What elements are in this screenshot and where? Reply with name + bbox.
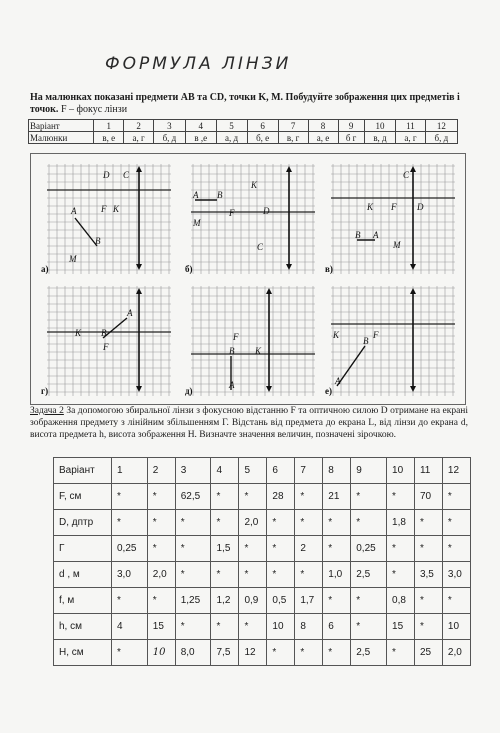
data-table-header-row (54, 458, 471, 484)
variant-figures-cell: б, е (247, 132, 278, 144)
data-table-value-cell: * (267, 640, 295, 666)
figure-point-label: B (229, 346, 235, 356)
data-table-value-cell: 4 (112, 614, 148, 640)
data-table-value-cell: 3,5 (414, 562, 442, 588)
data-table-value-cell: * (211, 510, 239, 536)
task2-statement (30, 405, 468, 441)
data-table-value-cell: 6 (323, 614, 351, 640)
figure-point-label: A (335, 376, 341, 386)
figure-point-label: A (193, 190, 199, 200)
data-table-row (54, 562, 471, 588)
variant-number-cell: 4 (186, 120, 216, 132)
data-table-value-cell: 10 (147, 640, 175, 666)
data-table-value-cell: * (112, 484, 148, 510)
data-table-value-cell: * (147, 588, 175, 614)
variant-figures-cell: а, г (124, 132, 153, 144)
variant-figures-cell: а, д (216, 132, 247, 144)
data-table-value-cell: 1,0 (323, 562, 351, 588)
variant-figures-cell: б, д (153, 132, 185, 144)
data-table-value-cell: 0,25 (112, 536, 148, 562)
data-table-value-cell: * (147, 484, 175, 510)
variants-table-variant-label: Варіант (29, 120, 94, 132)
figure-panel-label: б) (185, 264, 193, 274)
figure-point-label: D (103, 170, 110, 180)
lens-arrowhead (286, 166, 292, 172)
lens-figure-panel (183, 284, 325, 406)
variant-figures-cell: в, д (364, 132, 396, 144)
data-table-variant-cell: 2 (147, 458, 175, 484)
data-table-value-cell: * (387, 562, 415, 588)
figure-point-label: K (75, 328, 82, 338)
figure-point-label: A (373, 230, 379, 240)
data-table-value-cell: 1,2 (211, 588, 239, 614)
data-table-variant-cell: 4 (211, 458, 239, 484)
data-table-value-cell: 3,0 (112, 562, 148, 588)
variant-figures-cell: в ,е (186, 132, 216, 144)
data-table-variant-cell: 1 (112, 458, 148, 484)
data-table-value-cell: * (295, 562, 323, 588)
figure-panels (30, 153, 466, 405)
handwritten-title-text: ФОРМУЛА ЛІНЗИ (105, 54, 292, 74)
data-table-row (54, 510, 471, 536)
data-table-value-cell: * (239, 614, 267, 640)
data-table-value-cell: 0,25 (351, 536, 387, 562)
figure-point-label: F (103, 342, 109, 352)
data-table-value-cell: * (175, 510, 211, 536)
figure-point-label: A (71, 206, 77, 216)
data-table-value-cell: * (295, 640, 323, 666)
data-table-value-cell: 0,8 (387, 588, 415, 614)
data-table (53, 457, 471, 666)
lens-figure-panel (323, 162, 465, 284)
figure-point-label: C (403, 170, 410, 180)
data-table-variant-cell: 6 (267, 458, 295, 484)
data-table-value-cell: * (351, 614, 387, 640)
variant-number-cell: 7 (278, 120, 308, 132)
figure-point-label: F (101, 204, 107, 214)
data-table-value-cell: * (442, 536, 470, 562)
figure-point-label: D (263, 206, 270, 216)
data-table-value-cell: * (295, 510, 323, 536)
data-table-value-cell: 7,5 (211, 640, 239, 666)
data-table-value-cell: 1,7 (295, 588, 323, 614)
data-table-row-label: H, см (54, 640, 112, 666)
data-table-value-cell: * (351, 588, 387, 614)
data-table-value-cell: 21 (323, 484, 351, 510)
task1-text: На малюнках показані предмети AB та CD, точки K, M. Побудуйте зображення цих предметів і точок. (30, 92, 460, 115)
variant-number-cell: 3 (153, 120, 185, 132)
task2-text: За допомогою збиральної лінзи з фокусною відстанню F та оптичною силою D отримане на екрані зображення предмету з лінійним збільшенням Г. Відстань від предмета до екрана L, від лінзи до екрана d, висота предмета h, висота зображення H. Визначте значення величин, позначені зірочкою. (30, 406, 469, 440)
variant-number-cell: 2 (124, 120, 153, 132)
data-table-value-cell: * (414, 510, 442, 536)
lens-arrowhead (410, 288, 416, 294)
lens-arrowhead (286, 264, 292, 270)
figure-point-label: C (123, 170, 130, 180)
figure-point-label: K (113, 204, 120, 214)
data-table-value-cell: * (211, 484, 239, 510)
data-table-row-label: h, см (54, 614, 112, 640)
data-table-row (54, 484, 471, 510)
variant-number-cell: 1 (94, 120, 124, 132)
figure-point-label: K (251, 180, 258, 190)
lens-arrowhead (266, 288, 272, 294)
data-table-value-cell: * (442, 588, 470, 614)
lens-figure-panel (39, 284, 181, 406)
variants-table-figures-row (29, 132, 458, 144)
data-table-value-cell: 25 (414, 640, 442, 666)
data-table-value-cell: * (295, 484, 323, 510)
lens-arrowhead (410, 386, 416, 392)
variant-number-cell: 6 (247, 120, 278, 132)
data-table-value-cell: 10 (442, 614, 470, 640)
data-table-variant-cell: 7 (295, 458, 323, 484)
data-table-value-cell: * (147, 536, 175, 562)
data-table-value-cell: 62,5 (175, 484, 211, 510)
figure-point-label: K (367, 202, 374, 212)
data-table-value-cell: 0,9 (239, 588, 267, 614)
figure-panel-label: в) (325, 264, 333, 274)
handwritten-title (100, 42, 400, 82)
data-table-value-cell: 15 (147, 614, 175, 640)
lens-figure-panel (39, 162, 181, 284)
data-table-header-label: Варіант (54, 458, 112, 484)
data-table-row-label: d , м (54, 562, 112, 588)
variant-figures-cell: в, е (94, 132, 124, 144)
task1-focus-note: F – фокус лінзи (60, 104, 128, 115)
variant-figures-cell: а, г (396, 132, 425, 144)
data-table-value-cell: 2,5 (351, 640, 387, 666)
variants-table-variant-row (29, 120, 458, 132)
figure-point-label: B (217, 190, 223, 200)
data-table-value-cell: * (112, 588, 148, 614)
data-table-value-cell: * (175, 536, 211, 562)
figure-point-label: F (373, 330, 379, 340)
data-table-row-label: D, дптр (54, 510, 112, 536)
data-table-variant-cell: 5 (239, 458, 267, 484)
variant-number-cell: 5 (216, 120, 247, 132)
variant-number-cell: 10 (364, 120, 396, 132)
figure-panel-label: е) (325, 386, 332, 396)
variant-figures-cell: а, е (308, 132, 338, 144)
data-table-value-cell: 3,0 (442, 562, 470, 588)
data-table-value-cell: 1,5 (211, 536, 239, 562)
data-table-value-cell: * (239, 536, 267, 562)
data-table-variant-cell: 8 (323, 458, 351, 484)
data-table-value-cell: * (323, 640, 351, 666)
data-table-value-cell: * (267, 510, 295, 536)
data-table-value-cell: * (239, 562, 267, 588)
task2-title: Задача 2 (30, 406, 64, 416)
data-table-value-cell: 2,0 (442, 640, 470, 666)
figure-point-label: B (355, 230, 361, 240)
figure-point-label: K (255, 346, 262, 356)
variant-number-cell: 8 (308, 120, 338, 132)
figure-point-label: K (333, 330, 340, 340)
data-table-value-cell: * (387, 640, 415, 666)
data-table-row-label: f, м (54, 588, 112, 614)
data-table-value-cell: * (175, 614, 211, 640)
figure-point-label: B (95, 236, 101, 246)
data-table-value-cell: 1,25 (175, 588, 211, 614)
variant-figures-cell: в, г (278, 132, 308, 144)
data-table-value-cell: * (387, 484, 415, 510)
variants-table (28, 119, 458, 144)
lens-figure-panel (323, 284, 465, 406)
figure-point-label: F (229, 208, 235, 218)
data-table-value-cell: * (414, 614, 442, 640)
data-table-value-cell: 2,0 (239, 510, 267, 536)
figure-point-label: F (233, 332, 239, 342)
data-table-value-cell: 0,5 (267, 588, 295, 614)
data-table-row-label: F, см (54, 484, 112, 510)
data-table-value-cell: 8 (295, 614, 323, 640)
data-table-value-cell: 15 (387, 614, 415, 640)
data-table-value-cell: * (351, 510, 387, 536)
data-table-value-cell: * (211, 614, 239, 640)
data-table-value-cell: * (442, 510, 470, 536)
lens-figure-panel (183, 162, 325, 284)
data-table-value-cell: * (351, 484, 387, 510)
data-table-value-cell: * (387, 536, 415, 562)
data-table-variant-cell: 9 (351, 458, 387, 484)
data-table-value-cell: 8,0 (175, 640, 211, 666)
data-table-variant-cell: 12 (442, 458, 470, 484)
figure-point-label: F (391, 202, 397, 212)
variant-number-cell: 12 (425, 120, 457, 132)
figure-point-label: C (257, 242, 264, 252)
data-table-value-cell: * (323, 536, 351, 562)
data-table-value-cell: * (323, 510, 351, 536)
data-table-value-cell: * (112, 510, 148, 536)
data-table-value-cell: 10 (267, 614, 295, 640)
data-table-value-cell: * (414, 536, 442, 562)
data-table-variant-cell: 10 (387, 458, 415, 484)
figure-point-label: B (363, 336, 369, 346)
figure-point-label: B (101, 328, 107, 338)
figure-panel-label: д) (185, 386, 193, 396)
figure-panel-label: г) (41, 386, 49, 396)
data-table-value-cell: * (267, 562, 295, 588)
data-table-variant-cell: 3 (175, 458, 211, 484)
figure-point-label: M (393, 240, 401, 250)
data-table-value-cell: 2 (295, 536, 323, 562)
figure-point-label: A (127, 308, 133, 318)
variant-figures-cell: б г (338, 132, 364, 144)
lens-arrowhead (410, 264, 416, 270)
data-table-value-cell: * (175, 562, 211, 588)
data-table-row (54, 614, 471, 640)
variants-table-figures-label: Малюнки (29, 132, 94, 144)
data-table-value-cell: 12 (239, 640, 267, 666)
figure-panel-label: а) (41, 264, 49, 274)
data-table-value-cell: 2,5 (351, 562, 387, 588)
task1-statement (30, 92, 476, 116)
variant-number-cell: 9 (338, 120, 364, 132)
data-table-value-cell: * (112, 640, 148, 666)
data-table-row (54, 536, 471, 562)
figure-point-label: D (417, 202, 424, 212)
lens-arrowhead (266, 386, 272, 392)
data-table-value-cell: 70 (414, 484, 442, 510)
data-table-row (54, 640, 471, 666)
data-table-value-cell: 28 (267, 484, 295, 510)
data-table-value-cell: * (267, 536, 295, 562)
figure-point-label: A (229, 380, 235, 390)
data-table-value-cell: * (442, 484, 470, 510)
variant-number-cell: 11 (396, 120, 425, 132)
data-table-value-cell: * (239, 484, 267, 510)
figure-point-label: M (69, 254, 77, 264)
data-table-variant-cell: 11 (414, 458, 442, 484)
data-table-value-cell: * (414, 588, 442, 614)
data-table-value-cell: 2,0 (147, 562, 175, 588)
lens-arrowhead (410, 166, 416, 172)
data-table-value-cell: * (323, 588, 351, 614)
data-table-row-label: Г (54, 536, 112, 562)
data-table-value-cell: * (147, 510, 175, 536)
data-table-value-cell: 1,8 (387, 510, 415, 536)
data-table-value-cell: * (211, 562, 239, 588)
data-table-row (54, 588, 471, 614)
figure-point-label: M (193, 218, 201, 228)
variant-figures-cell: б, д (425, 132, 457, 144)
